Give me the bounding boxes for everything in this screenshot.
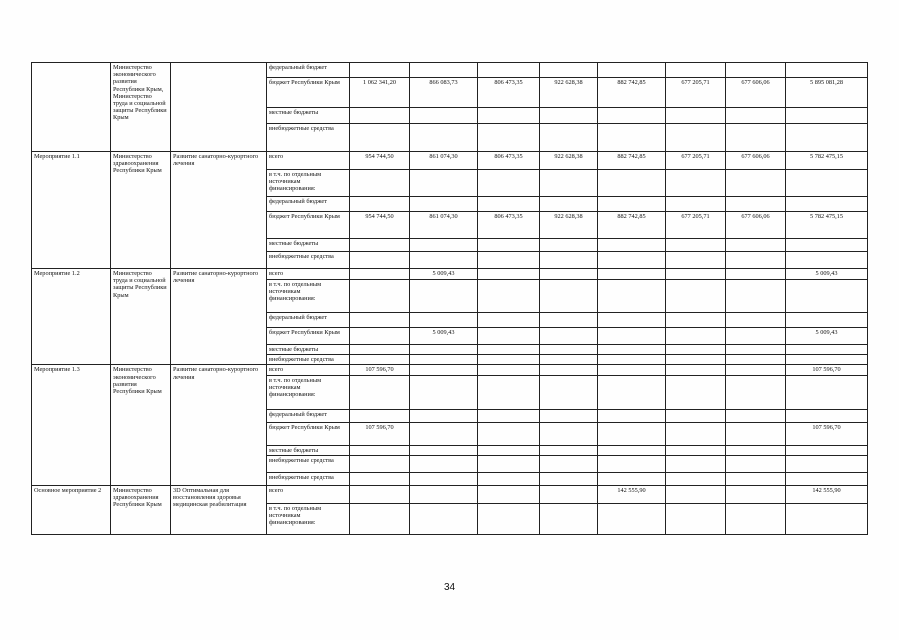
amount-cell: [666, 345, 726, 355]
amount-cell: [410, 365, 478, 375]
funding-source: бюджет Республики Крым: [267, 212, 350, 239]
amount-cell: [726, 365, 786, 375]
amount-cell: [666, 445, 726, 455]
amount-cell: [540, 472, 598, 485]
executor-cell: Министерство здравоохранения Республики Крым: [111, 152, 171, 269]
amount-cell: [598, 355, 666, 365]
amount-cell: [726, 197, 786, 212]
amount-cell: [540, 280, 598, 313]
amount-cell: [726, 252, 786, 269]
amount-cell: [410, 313, 478, 328]
amount-cell: [598, 239, 666, 252]
amount-cell: [540, 313, 598, 328]
funding-source: всего: [267, 365, 350, 375]
amount-cell: [410, 280, 478, 313]
amount-cell: 142 555,90: [598, 485, 666, 503]
funding-source: внебюджетные средства: [267, 124, 350, 152]
amount-cell: 107 596,70: [350, 365, 410, 375]
amount-cell: [666, 108, 726, 124]
amount-cell: 677 205,71: [666, 78, 726, 108]
amount-cell: [350, 280, 410, 313]
amount-cell: [598, 280, 666, 313]
amount-cell: [666, 365, 726, 375]
amount-cell: [598, 197, 666, 212]
executor-cell: Министерство труда и социальной защиты Республики Крым: [111, 269, 171, 365]
funding-source: бюджет Республики Крым: [267, 78, 350, 108]
amount-cell: 677 606,06: [726, 78, 786, 108]
table-row: [32, 63, 868, 78]
amount-cell: [410, 124, 478, 152]
total-cell: 5 782 475,15: [786, 152, 868, 170]
amount-cell: [598, 108, 666, 124]
amount-cell: [726, 445, 786, 455]
amount-cell: [410, 355, 478, 365]
total-cell: 107 596,70: [786, 365, 868, 375]
amount-cell: [478, 313, 540, 328]
amount-cell: [598, 375, 666, 409]
goal-cell: Развитие санаторно-курортного лечения: [171, 152, 267, 269]
amount-cell: [726, 170, 786, 197]
amount-cell: 861 074,30: [410, 152, 478, 170]
amount-cell: [726, 503, 786, 534]
amount-cell: [666, 328, 726, 345]
amount-cell: [478, 375, 540, 409]
activity-label: Мероприятие 1.3: [32, 365, 111, 485]
amount-cell: [350, 197, 410, 212]
amount-cell: [350, 170, 410, 197]
amount-cell: [598, 328, 666, 345]
goal-cell: Развитие санаторно-курортного лечения: [171, 269, 267, 365]
amount-cell: [350, 472, 410, 485]
amount-cell: [540, 170, 598, 197]
amount-cell: 806 473,35: [478, 78, 540, 108]
amount-cell: [410, 455, 478, 472]
funding-source: бюджет Республики Крым: [267, 422, 350, 445]
amount-cell: [666, 422, 726, 445]
amount-cell: [540, 328, 598, 345]
total-cell: [786, 409, 868, 422]
funding-source: всего: [267, 152, 350, 170]
amount-cell: [598, 252, 666, 269]
amount-cell: 882 742,85: [598, 152, 666, 170]
total-cell: 5 009,43: [786, 269, 868, 280]
amount-cell: [666, 63, 726, 78]
financing-table: [31, 62, 868, 535]
total-cell: [786, 355, 868, 365]
amount-cell: [540, 63, 598, 78]
amount-cell: [350, 409, 410, 422]
total-cell: [786, 375, 868, 409]
amount-cell: 922 628,38: [540, 78, 598, 108]
amount-cell: 954 744,50: [350, 212, 410, 239]
amount-cell: [478, 252, 540, 269]
amount-cell: [478, 365, 540, 375]
total-cell: 142 555,90: [786, 485, 868, 503]
amount-cell: [410, 197, 478, 212]
amount-cell: [726, 422, 786, 445]
amount-cell: 107 596,70: [350, 422, 410, 445]
amount-cell: [410, 252, 478, 269]
amount-cell: [666, 239, 726, 252]
amount-cell: [410, 503, 478, 534]
amount-cell: [726, 280, 786, 313]
amount-cell: 806 473,35: [478, 152, 540, 170]
amount-cell: [598, 409, 666, 422]
amount-cell: [540, 124, 598, 152]
amount-cell: [666, 170, 726, 197]
amount-cell: 677 606,06: [726, 212, 786, 239]
amount-cell: [350, 503, 410, 534]
total-cell: [786, 455, 868, 472]
amount-cell: [598, 365, 666, 375]
amount-cell: 954 744,50: [350, 152, 410, 170]
amount-cell: [540, 422, 598, 445]
amount-cell: [410, 63, 478, 78]
amount-cell: [540, 355, 598, 365]
total-cell: [786, 170, 868, 197]
total-cell: [786, 239, 868, 252]
amount-cell: [478, 197, 540, 212]
amount-cell: [598, 269, 666, 280]
amount-cell: [350, 355, 410, 365]
amount-cell: 861 074,30: [410, 212, 478, 239]
amount-cell: [598, 170, 666, 197]
funding-source: федеральный бюджет: [267, 313, 350, 328]
amount-cell: [350, 328, 410, 345]
funding-source: федеральный бюджет: [267, 63, 350, 78]
total-cell: 5 782 475,15: [786, 212, 868, 239]
amount-cell: [726, 108, 786, 124]
amount-cell: [666, 503, 726, 534]
total-cell: [786, 63, 868, 78]
amount-cell: [478, 108, 540, 124]
table-row: [32, 365, 868, 375]
amount-cell: [598, 503, 666, 534]
amount-cell: [410, 422, 478, 445]
amount-cell: [540, 409, 598, 422]
amount-cell: [598, 445, 666, 455]
amount-cell: [726, 345, 786, 355]
amount-cell: [478, 422, 540, 445]
amount-cell: [350, 375, 410, 409]
amount-cell: 677 606,06: [726, 152, 786, 170]
amount-cell: [726, 124, 786, 152]
total-cell: [786, 280, 868, 313]
amount-cell: [478, 355, 540, 365]
total-cell: [786, 108, 868, 124]
funding-source: местные бюджеты: [267, 239, 350, 252]
amount-cell: [478, 345, 540, 355]
goal-cell: Развитие санаторно-курортного лечения: [171, 365, 267, 485]
amount-cell: 677 205,71: [666, 152, 726, 170]
amount-cell: [350, 252, 410, 269]
amount-cell: [666, 375, 726, 409]
amount-cell: [540, 252, 598, 269]
amount-cell: [666, 269, 726, 280]
funding-source: всего: [267, 269, 350, 280]
funding-source: в т.ч. по отдельным источникам финансирования:: [267, 503, 350, 534]
table-row: [32, 485, 868, 503]
amount-cell: [410, 108, 478, 124]
amount-cell: [350, 108, 410, 124]
amount-cell: [540, 269, 598, 280]
amount-cell: [478, 239, 540, 252]
activity-label: [32, 63, 111, 152]
amount-cell: [666, 197, 726, 212]
amount-cell: [540, 365, 598, 375]
amount-cell: [598, 313, 666, 328]
amount-cell: 922 628,38: [540, 152, 598, 170]
amount-cell: [410, 170, 478, 197]
amount-cell: [666, 485, 726, 503]
amount-cell: [350, 445, 410, 455]
amount-cell: [540, 503, 598, 534]
amount-cell: 922 628,38: [540, 212, 598, 239]
goal-cell: [171, 63, 267, 152]
amount-cell: [350, 455, 410, 472]
activity-label: Мероприятие 1.2: [32, 269, 111, 365]
amount-cell: [666, 472, 726, 485]
amount-cell: [598, 472, 666, 485]
funding-source: местные бюджеты: [267, 445, 350, 455]
amount-cell: [666, 124, 726, 152]
amount-cell: 1 062 341,20: [350, 78, 410, 108]
funding-source: внебюджетные средства: [267, 252, 350, 269]
page-number: 34: [443, 582, 456, 593]
amount-cell: [540, 108, 598, 124]
amount-cell: [540, 485, 598, 503]
amount-cell: [726, 485, 786, 503]
goal-cell: 3D Оптимальная для восстановления здоровья медицинская реабилитация: [171, 485, 267, 534]
executor-cell: Министерство экономического развития Республики Крым: [111, 365, 171, 485]
funding-source: внебюджетные средства: [267, 355, 350, 365]
amount-cell: [726, 239, 786, 252]
activity-label: Мероприятие 1.1: [32, 152, 111, 269]
amount-cell: [350, 239, 410, 252]
amount-cell: [350, 124, 410, 152]
amount-cell: [726, 328, 786, 345]
amount-cell: [410, 445, 478, 455]
amount-cell: [540, 375, 598, 409]
amount-cell: [726, 455, 786, 472]
executor-cell: Министерство экономического развития Республики Крым, Министерство труда и социальной защиты Республики Крым: [111, 63, 171, 152]
amount-cell: 882 742,85: [598, 212, 666, 239]
funding-source: в т.ч. по отдельным источникам финансирования:: [267, 280, 350, 313]
total-cell: [786, 345, 868, 355]
amount-cell: [726, 355, 786, 365]
activity-label: Основное мероприятие 2: [32, 485, 111, 534]
funding-source: в т.ч. по отдельным источникам финансирования:: [267, 170, 350, 197]
amount-cell: [350, 485, 410, 503]
funding-source: федеральный бюджет: [267, 409, 350, 422]
total-cell: [786, 472, 868, 485]
amount-cell: 5 009,43: [410, 328, 478, 345]
amount-cell: [726, 409, 786, 422]
amount-cell: [726, 269, 786, 280]
amount-cell: [666, 455, 726, 472]
amount-cell: [478, 328, 540, 345]
amount-cell: [350, 269, 410, 280]
amount-cell: [478, 124, 540, 152]
amount-cell: [350, 345, 410, 355]
amount-cell: [666, 280, 726, 313]
amount-cell: [666, 355, 726, 365]
funding-source: местные бюджеты: [267, 345, 350, 355]
amount-cell: [478, 280, 540, 313]
amount-cell: [726, 472, 786, 485]
executor-cell: Министерство здравоохранения Республики Крым: [111, 485, 171, 534]
amount-cell: [540, 239, 598, 252]
amount-cell: [478, 503, 540, 534]
amount-cell: [598, 63, 666, 78]
amount-cell: [350, 63, 410, 78]
amount-cell: [478, 472, 540, 485]
amount-cell: [726, 63, 786, 78]
funding-source: внебюджетные средства: [267, 455, 350, 472]
table-row: [32, 152, 868, 170]
funding-source: местные бюджеты: [267, 108, 350, 124]
amount-cell: [410, 485, 478, 503]
amount-cell: [410, 409, 478, 422]
amount-cell: [410, 239, 478, 252]
amount-cell: [478, 63, 540, 78]
total-cell: 5 009,43: [786, 328, 868, 345]
funding-source: внебюджетные средства: [267, 472, 350, 485]
total-cell: [786, 313, 868, 328]
amount-cell: [598, 124, 666, 152]
amount-cell: [350, 313, 410, 328]
amount-cell: [410, 472, 478, 485]
amount-cell: [540, 445, 598, 455]
amount-cell: [478, 455, 540, 472]
amount-cell: [598, 345, 666, 355]
amount-cell: [410, 375, 478, 409]
table-row: [32, 269, 868, 280]
amount-cell: [598, 422, 666, 445]
total-cell: 5 895 081,28: [786, 78, 868, 108]
amount-cell: [666, 252, 726, 269]
total-cell: 107 596,70: [786, 422, 868, 445]
amount-cell: 806 473,35: [478, 212, 540, 239]
amount-cell: [726, 375, 786, 409]
funding-source: федеральный бюджет: [267, 197, 350, 212]
funding-source: бюджет Республики Крым: [267, 328, 350, 345]
total-cell: [786, 252, 868, 269]
amount-cell: [410, 345, 478, 355]
total-cell: [786, 503, 868, 534]
amount-cell: 5 009,43: [410, 269, 478, 280]
amount-cell: 882 742,85: [598, 78, 666, 108]
amount-cell: [666, 409, 726, 422]
amount-cell: 866 083,73: [410, 78, 478, 108]
amount-cell: 677 205,71: [666, 212, 726, 239]
amount-cell: [540, 455, 598, 472]
amount-cell: [478, 170, 540, 197]
amount-cell: [478, 409, 540, 422]
funding-source: в т.ч. по отдельным источникам финансирования:: [267, 375, 350, 409]
amount-cell: [598, 455, 666, 472]
amount-cell: [478, 269, 540, 280]
amount-cell: [666, 313, 726, 328]
amount-cell: [726, 313, 786, 328]
amount-cell: [540, 197, 598, 212]
funding-source: всего: [267, 485, 350, 503]
total-cell: [786, 197, 868, 212]
amount-cell: [478, 445, 540, 455]
amount-cell: [540, 345, 598, 355]
total-cell: [786, 124, 868, 152]
total-cell: [786, 445, 868, 455]
amount-cell: [478, 485, 540, 503]
